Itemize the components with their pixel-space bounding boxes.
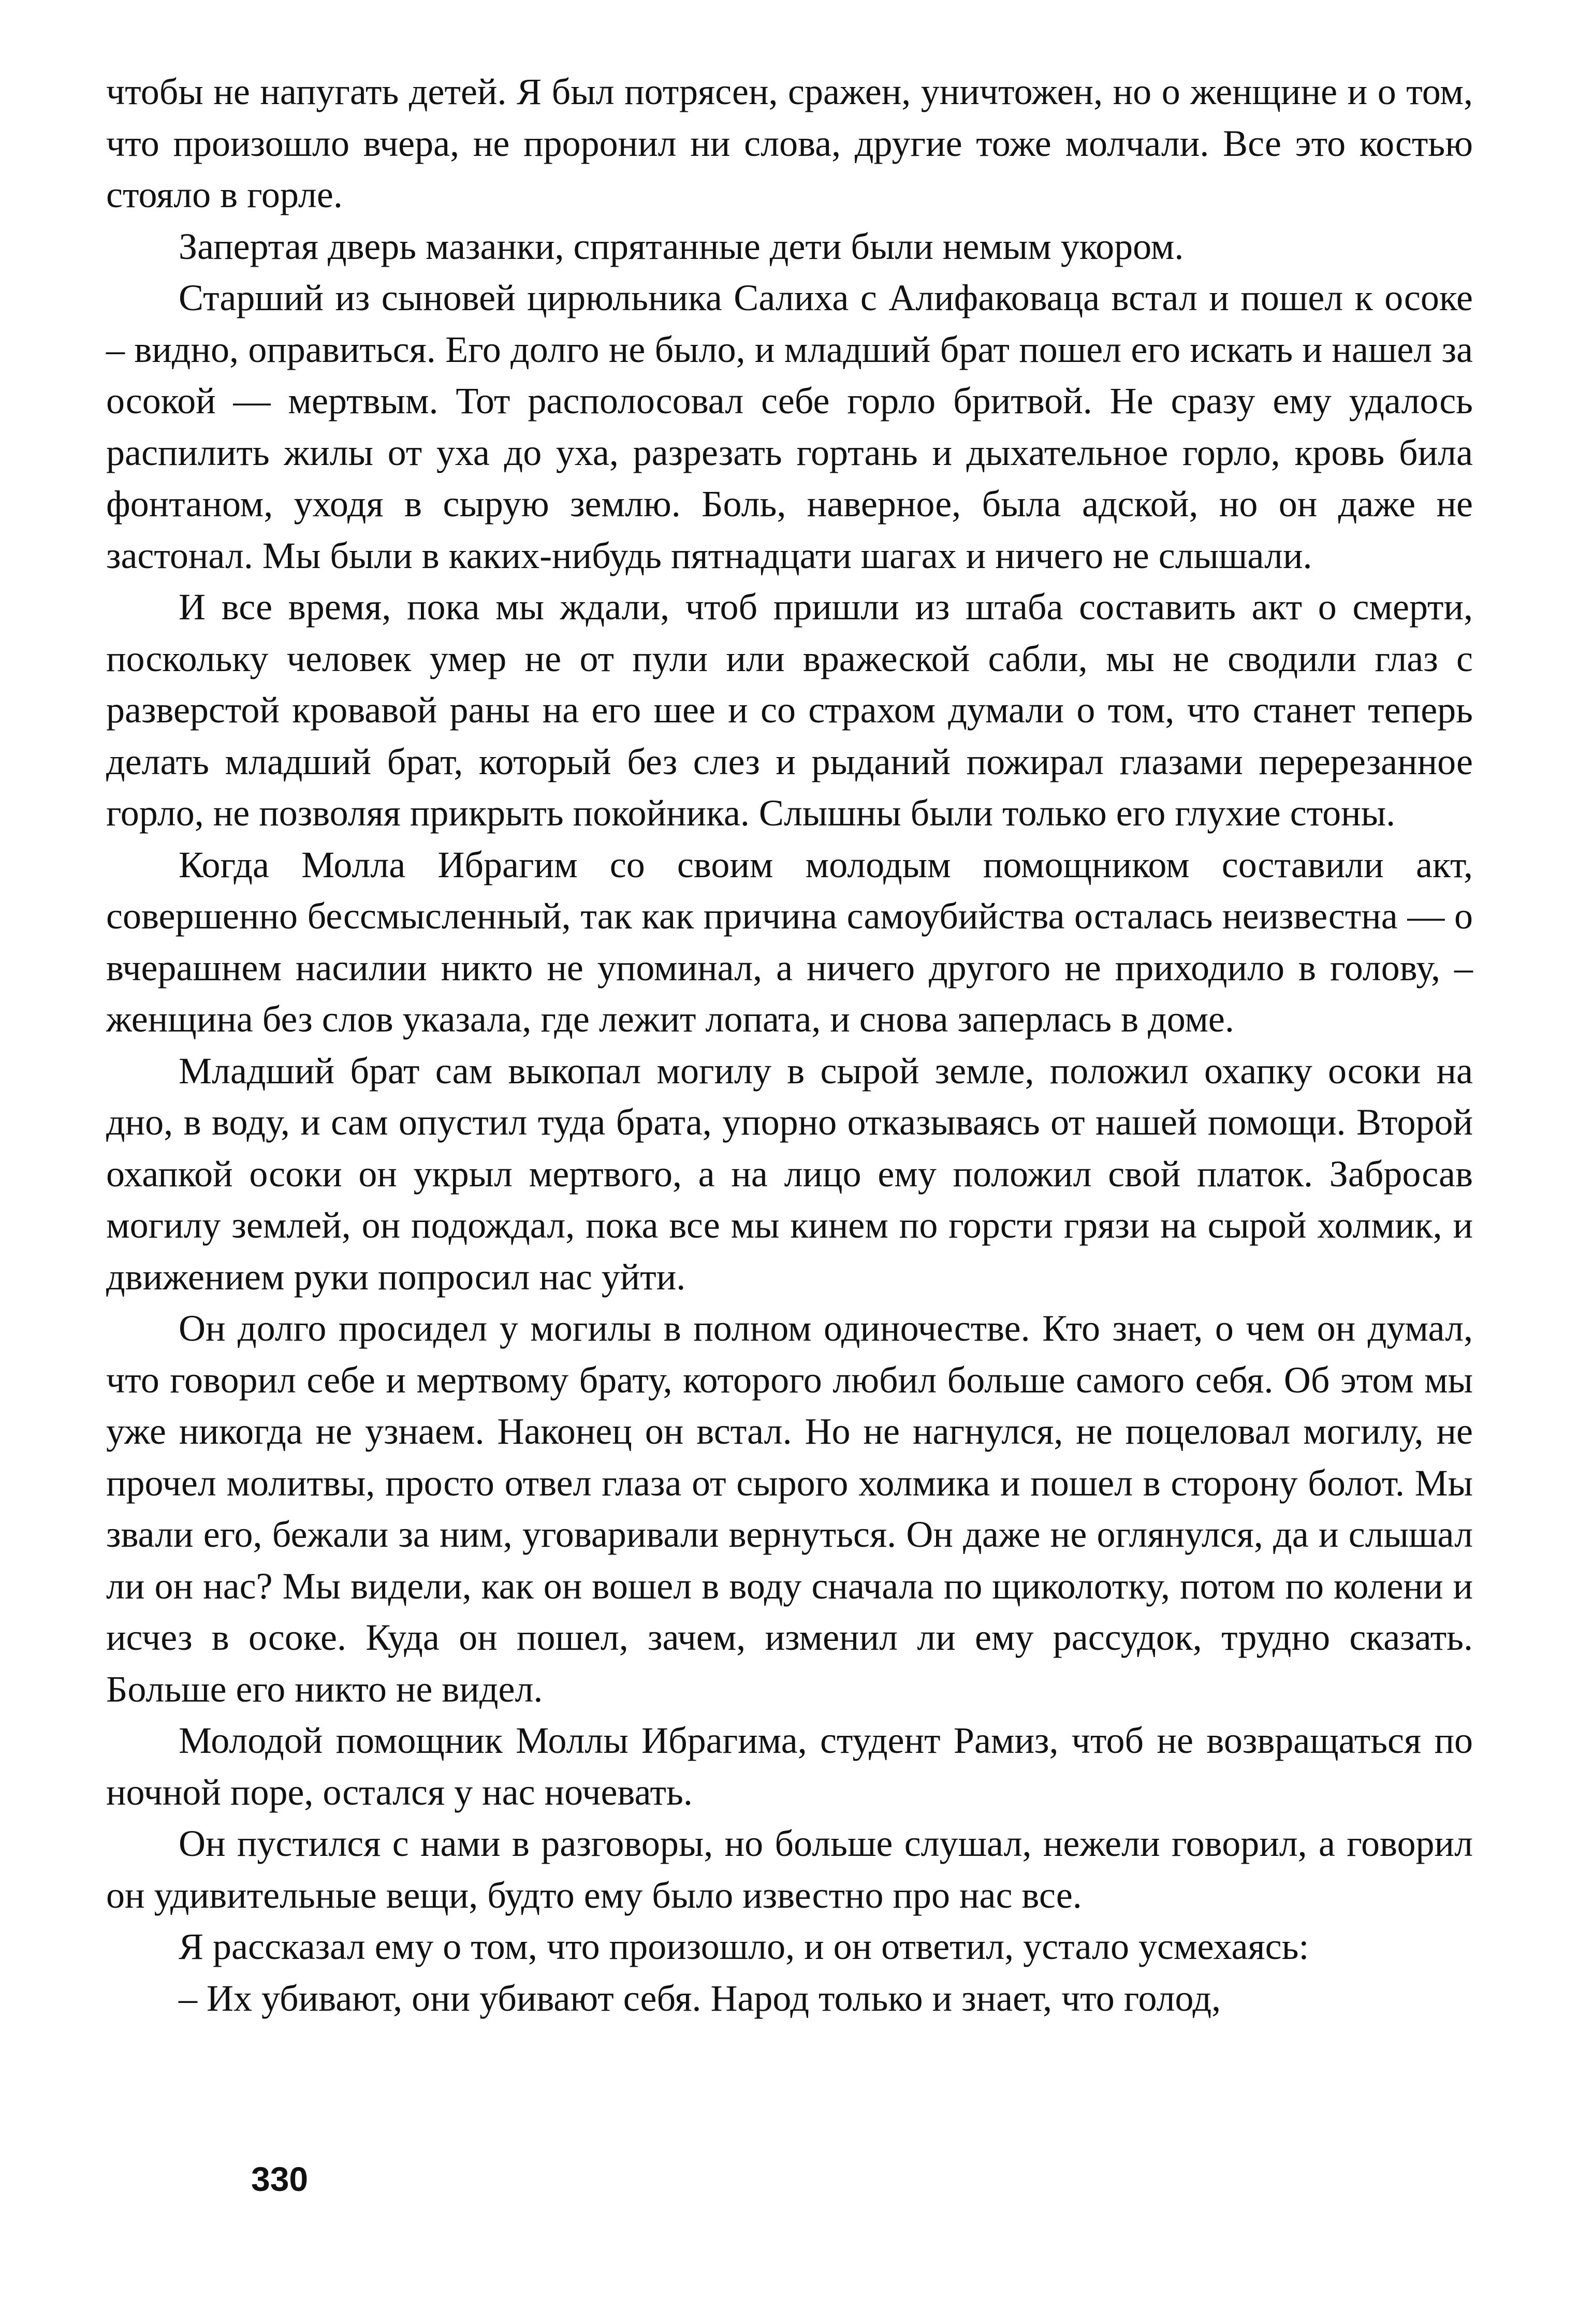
paragraph-5: Когда Молла Ибрагим со своим молодым помощником составили акт, совершенно бессмысленный, так как причина самоубийства осталась неизвестна — о вчерашнем насилии никто не упоминал, а ничего другого не приходило в голову, – женщина без слов указала, где лежит лопата, и снова заперлась в доме. [106, 844, 1473, 1040]
paragraph-4: И все время, пока мы ждали, чтоб пришли из штаба составить акт о смерти, поскольку человек умер не от пули или вражеской сабли, мы не сводили глаз с разверстой кровавой раны на его шее и со страхом думали о том, что станет теперь делать младший брат, который без слез и рыданий пожирал глазами перерезанное горло, не позволяя прикрыть покойника. Слышны были только его глухие стоны. [106, 586, 1473, 834]
paragraph-11: – Их убивают, они убивают себя. Народ только и знает, что голод, [179, 1977, 1221, 2019]
paragraph-6: Младший брат сам выкопал могилу в сырой земле, положил охапку осоки на дно, в воду, и сам опустил туда брата, упорно отказываясь от нашей помощи. Второй охапкой осоки он укрыл мертвого, а на лицо ему положил свой платок. Забросав могилу землей, он подождал, пока все мы кинем по горсти грязи на сырой холмик, и движением руки попросил нас уйти. [106, 1050, 1473, 1298]
paragraph-8: Молодой помощник Моллы Ибрагима, студент Рамиз, чтоб не возвращаться по ночной поре, остался у нас ночевать. [106, 1720, 1473, 1813]
paragraph-3: Старший из сыновей цирюльника Салиха с Алифаковаца встал и пошел к осоке – видно, оправиться. Его долго не было, и младший брат пошел его искать и нашел за осокой — мертвым. Тот располосовал себе горло бритвой. Не сразу ему удалось распилить жилы от уха до уха, разрезать гортань и дыхательное горло, кровь била фонтаном, уходя в сырую землю. Боль, наверное, была адской, но он даже не застонал. Мы были в каких-нибудь пятнадцати шагах и ничего не слышали. [106, 277, 1473, 576]
paragraph-1: чтобы не напугать детей. Я был потрясен, сражен, уничтожен, но о женщине и о том, что произошло вчера, не проронил ни слова, другие тоже молчали. Все это костью стояло в горле. [106, 71, 1473, 215]
body-text [106, 66, 1473, 2024]
paragraph-7: Он долго просидел у могилы в полном одиночестве. Кто знает, о чем он думал, что говорил себе и мертвому брату, которого любил больше самого себя. Об этом мы уже никогда не узнаем. Наконец он встал. Но не нагнулся, не поцеловал могилу, не прочел молитвы, просто отвел глаза от сырого холмика и пошел в сторону болот. Мы звали его, бежали за ним, уговаривали вернуться. Он даже не оглянулся, да и слышал ли он нас? Мы видели, как он вошел в воду сначала по щиколотку, потом по колени и исчез в осоке. Куда он пошел, зачем, изменил ли ему рассудок, трудно сказать. Больше его никто не видел. [106, 1308, 1473, 1710]
paragraph-2: Запертая дверь мазанки, спрятанные дети были немым укором. [179, 225, 1184, 267]
paragraph-10: Я рассказал ему о том, что произошло, и он ответил, устало усмехаясь: [179, 1926, 1309, 1967]
page-number: 330 [251, 2160, 309, 2198]
paragraph-9: Он пустился с нами в разговоры, но больше слушал, нежели говорил, а говорил он удивительные вещи, будто ему было известно про нас все. [106, 1823, 1473, 1916]
